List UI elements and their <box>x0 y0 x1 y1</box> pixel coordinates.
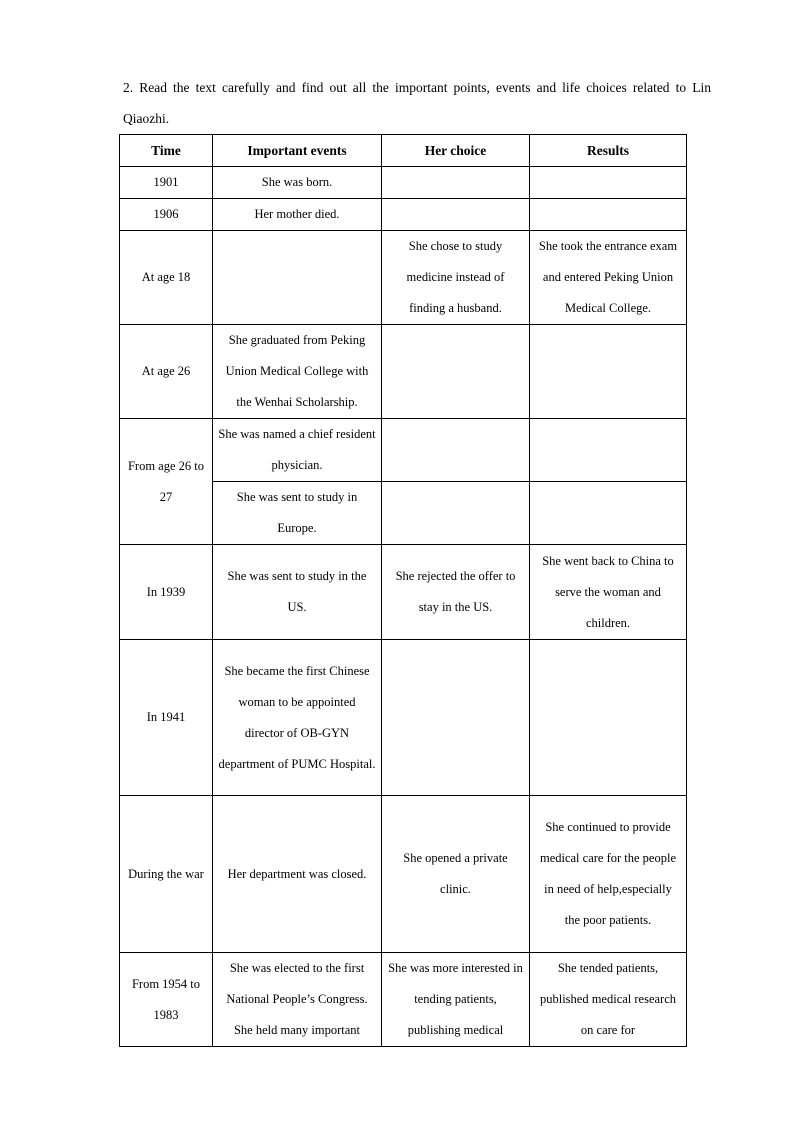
choice-cell: She rejected the offer to stay in the US. <box>382 545 530 640</box>
event-cell: She was sent to study in the US. <box>213 545 382 640</box>
choice-cell: She opened a private clinic. <box>382 796 530 953</box>
choice-cell <box>382 325 530 419</box>
time-cell: In 1941 <box>120 640 213 796</box>
time-cell: From 1954 to 1983 <box>120 953 213 1047</box>
choice-cell <box>382 199 530 231</box>
choice-cell <box>382 419 530 482</box>
header-results: Results <box>530 135 687 167</box>
result-cell <box>530 482 687 545</box>
event-cell: She was born. <box>213 167 382 199</box>
table-row <box>120 167 687 199</box>
life-events-table <box>119 134 687 1047</box>
time-cell: At age 18 <box>120 231 213 325</box>
header-time: Time <box>120 135 213 167</box>
result-cell <box>530 325 687 419</box>
time-cell: 1906 <box>120 199 213 231</box>
header-her-choice: Her choice <box>382 135 530 167</box>
event-cell: Her department was closed. <box>213 796 382 953</box>
event-cell: She was elected to the first National People’s Congress. She held many important <box>213 953 382 1047</box>
choice-cell: She was more interested in tending patients, publishing medical <box>382 953 530 1047</box>
result-cell <box>530 419 687 482</box>
result-cell: She took the entrance exam and entered Peking Union Medical College. <box>530 231 687 325</box>
table-row <box>120 419 687 482</box>
table-row <box>120 231 687 325</box>
choice-cell <box>382 167 530 199</box>
table-row <box>120 640 687 796</box>
choice-cell: She chose to study medicine instead of finding a husband. <box>382 231 530 325</box>
choice-cell <box>382 482 530 545</box>
event-cell: She became the first Chinese woman to be appointed director of OB-GYN department of PUMC Hospital. <box>213 640 382 796</box>
choice-cell <box>382 640 530 796</box>
table-row <box>120 199 687 231</box>
event-cell <box>213 231 382 325</box>
event-cell: She was named a chief resident physician. <box>213 419 382 482</box>
result-cell: She tended patients, published medical research on care for <box>530 953 687 1047</box>
event-cell: Her mother died. <box>213 199 382 231</box>
event-cell: She was sent to study in Europe. <box>213 482 382 545</box>
time-cell: During the war <box>120 796 213 953</box>
time-cell: From age 26 to 27 <box>120 419 213 545</box>
table-row <box>120 545 687 640</box>
result-cell <box>530 640 687 796</box>
table-row <box>120 796 687 953</box>
result-cell: She continued to provide medical care for the people in need of help,especially the poor patients. <box>530 796 687 953</box>
result-cell <box>530 167 687 199</box>
table-row <box>120 953 687 1047</box>
event-cell: She graduated from Peking Union Medical College with the Wenhai Scholarship. <box>213 325 382 419</box>
time-cell: In 1939 <box>120 545 213 640</box>
time-cell: 1901 <box>120 167 213 199</box>
header-important-events: Important events <box>213 135 382 167</box>
table-header-row <box>120 135 687 167</box>
table-row <box>120 325 687 419</box>
question-text: 2. Read the text carefully and find out all the important points, events and life choices related to Lin Qiaozhi. <box>123 80 711 126</box>
result-cell: She went back to China to serve the woman and children. <box>530 545 687 640</box>
result-cell <box>530 199 687 231</box>
time-cell: At age 26 <box>120 325 213 419</box>
